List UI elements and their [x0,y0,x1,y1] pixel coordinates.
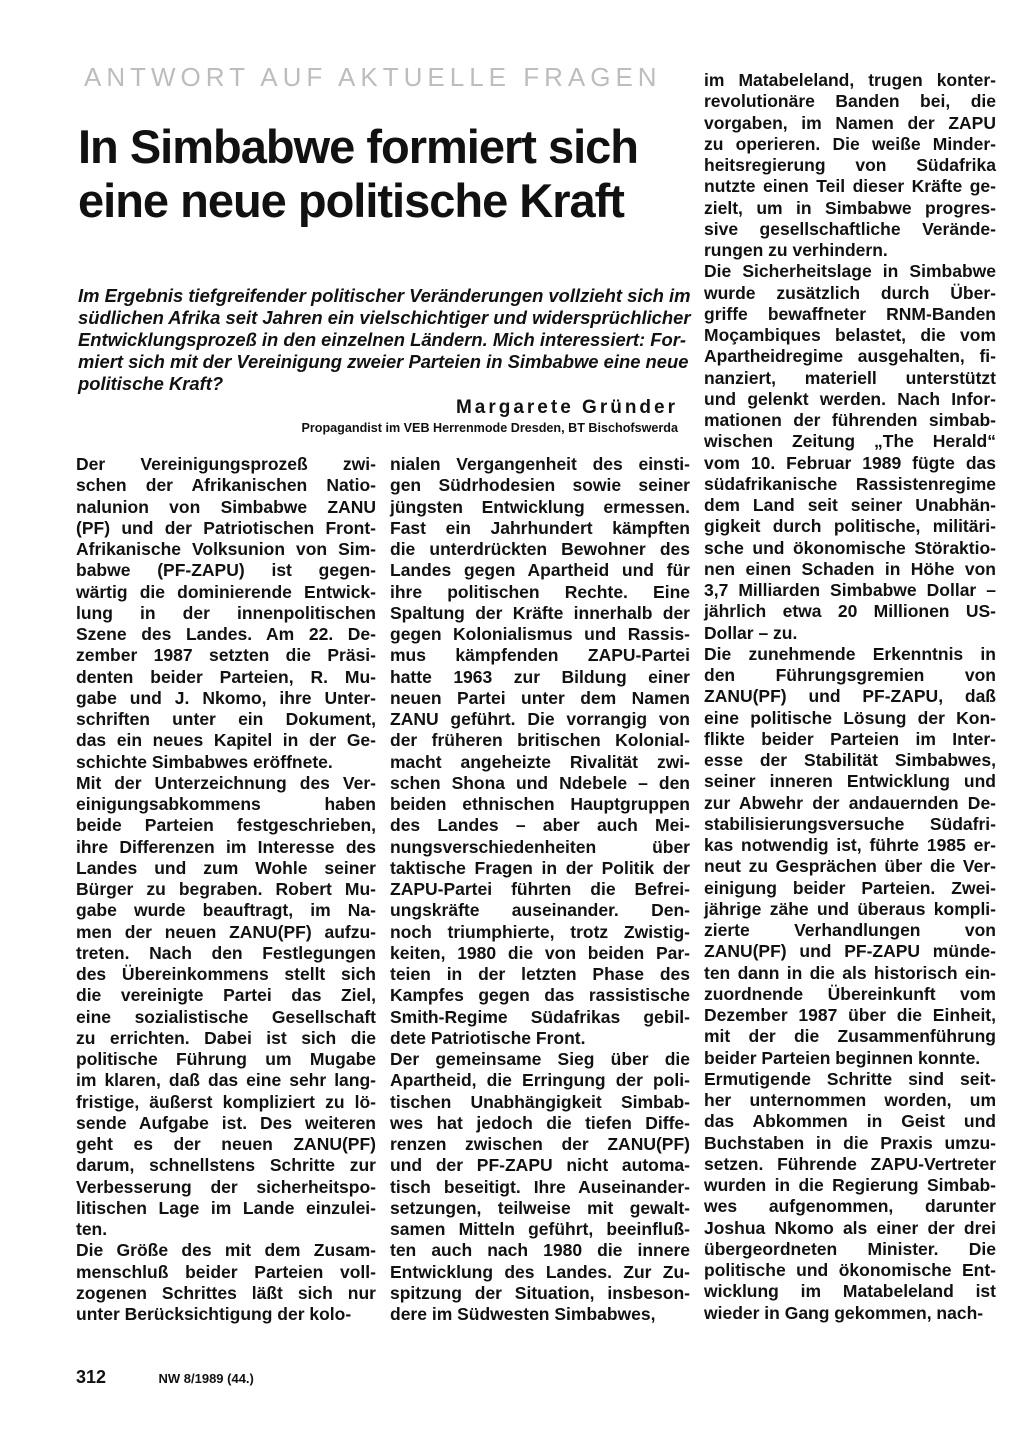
text-line: wischen Zeitung „The Herald“ [704,431,996,452]
text-line: beiden ethnischen Hauptgruppen [390,794,690,814]
text-line: noch triumphierte, trotz Zwistig- [390,921,690,942]
text-line: Buchstaben in die Praxis umzu- [704,1132,996,1153]
text-line: tischen Unabhängigkeit Simbab- [390,1091,690,1112]
text-line: Verbesserung der sicherheitspo- [76,1176,376,1197]
question-line: Entwicklungsprozeß in den einzelnen Ländern. Mich interessiert: For- [78,329,686,350]
author-role: Propagandist im VEB Herrenmode Dresden, BT Bischofswerda [301,421,678,435]
text-line: darum, schnellstens Schritte zur [76,1155,376,1176]
text-line: die vereinigte Partei das Ziel, [76,985,376,1006]
text-line: ZANU(PF) und PF-ZAPU münde- [704,941,996,962]
text-line: babwe (PF-ZAPU) ist gegen- [76,560,376,581]
question-line: politische Kraft? [78,373,224,394]
text-line: wurde zusätzlich durch Über- [704,282,996,303]
text-line: politische Führung um Mugabe [76,1049,376,1069]
text-line: jährige zähe und überaus kompli- [704,898,996,919]
text-line: Fast ein Jahrhundert kämpften [390,517,690,538]
text-line: und gelenkt werden. Nach Infor- [704,388,996,409]
text-line: einigungsabkommens haben [76,794,376,814]
text-line: dete Patriotische Front. [390,1027,586,1048]
page-footer [76,1367,254,1388]
text-line: sende Aufgabe ist. Des weiteren [76,1112,376,1133]
text-line: denten beider Parteien, R. Mu- [76,666,376,687]
text-line: her unternommen worden, um [704,1090,996,1110]
text-line: des Übereinkommens stellt sich [76,964,376,984]
section-kicker: ANTWORT AUF AKTUELLE FRAGEN [84,62,662,92]
text-line: zur Abwehr der andauernden De- [704,792,996,813]
text-line: ZAPU-Partei führten die Befrei- [390,879,690,899]
text-line: den Führungsgremien von [704,665,996,685]
text-line: Die zunehmende Erkenntnis in [704,643,996,664]
text-line: Smith-Regime Südafrikas gebil- [390,1006,690,1027]
text-line: Die Sicherheitslage in Simbabwe [704,261,996,282]
text-line: das ein neues Kapitel in der Ge- [76,730,376,751]
text-line: geht es der neuen ZANU(PF) [76,1134,376,1154]
text-line: ihre politischen Rechte. Eine [390,581,690,602]
text-line: seiner inneren Entwicklung und [704,771,996,792]
text-line: mus kämpfenden ZAPU-Partei [390,645,690,666]
text-line: dem Land seit seiner Unabhän- [704,495,996,515]
text-line: vorgaben, im Namen der ZAPU [704,112,996,133]
text-line: schen Shona und Ndebele – den [390,772,690,793]
text-line: ungskräfte auseinander. Den- [390,900,690,921]
text-line: revolutionäre Banden bei, die [704,91,996,112]
text-line: schriften unter ein Dokument, [76,709,376,729]
text-line: Kampfes gegen das rassistische [390,985,690,1006]
text-line: Moçambiques belastet, die vom [704,325,996,345]
text-line: setzungen, teilweise mit gewalt- [390,1197,690,1218]
text-line: Afrikanische Volksunion von Sim- [76,539,376,559]
text-line: gabe und J. Nkomo, ihre Unter- [76,687,376,708]
byline [250,397,678,437]
text-line: lung in der innenpolitischen [76,602,376,623]
text-line: des Landes – aber auch Mei- [390,815,690,836]
article-column-3 [704,70,996,1324]
text-line: und der PF-ZAPU nicht automa- [390,1155,690,1176]
text-line: Ermutigende Schritte sind seit- [704,1068,996,1089]
text-line: nialen Vergangenheit des einsti- [390,454,690,474]
text-line: gen Südrhodesien sowie seiner [390,475,690,496]
text-line: treten. Nach den Festlegungen [76,942,376,963]
text-line: sive gesellschaftliche Verände- [704,218,996,239]
text-line: südafrikanische Rassistenregime [704,473,996,494]
reader-question [78,285,691,395]
text-line: zielt, um in Simbabwe progres- [704,197,996,218]
text-line: Entwicklung des Landes. Zur Zu- [390,1261,690,1282]
text-line: im Matabeleland, trugen konter- [704,70,996,90]
text-line: Mit der Unterzeichnung des Ver- [76,772,376,793]
text-line: neut zu Gesprächen über die Ver- [704,856,996,877]
text-line: übergeordneten Minister. Die [704,1238,996,1259]
text-line: teien in der letzten Phase des [390,964,690,984]
text-line: wicklung im Matabeleland ist [704,1281,996,1302]
text-line: 3,7 Milliarden Simbabwe Dollar – [704,580,996,600]
text-line: im klaren, daß das eine sehr lang- [76,1070,376,1091]
text-line: (PF) und der Patriotischen Front- [76,517,376,538]
text-line: Landes gegen Apartheid und für [390,560,690,581]
text-line: hatte 1963 zur Bildung einer [390,666,690,687]
text-line: wärtig die dominierende Entwick- [76,581,376,602]
text-line: Landes und zum Wohle seiner [76,857,376,878]
text-line: zuordnende Übereinkunft vom [704,983,996,1004]
text-line: Die Größe des mit dem Zusam- [76,1240,376,1261]
text-line: beide Parteien festgeschrieben, [76,815,376,836]
text-line: mationen der führenden simbab- [704,410,996,430]
text-line: esse der Stabilität Simbabwes, [704,750,996,770]
text-line: litischen Lage im Lande einzulei- [76,1197,376,1218]
text-line: ZANU geführt. Die vorrangig von [390,709,690,729]
text-line: Der gemeinsame Sieg über die [390,1049,690,1069]
text-line: setzen. Führende ZAPU-Vertreter [704,1153,996,1174]
text-line: eine politische Lösung der Kon- [704,707,996,728]
text-line: gigkeit durch politische, militäri- [704,516,996,537]
text-line: fristige, äußerst kompliziert zu lö- [76,1091,376,1112]
text-line: eine sozialistische Gesellschaft [76,1006,376,1027]
text-line: wieder in Gang gekommen, nach- [704,1302,984,1323]
text-line: taktische Fragen in der Politik der [390,857,690,878]
text-line: rungen zu verhindern. [704,240,888,260]
text-line: menschluß beider Parteien voll- [76,1261,376,1282]
text-line: kas notwendig ist, führte 1985 er- [704,835,996,855]
text-line: stabilisierungsversuche Südafri- [704,813,996,834]
text-line: nen einen Schaden in Höhe von [704,558,996,579]
text-line: gabe wurde beauftragt, im Na- [76,900,376,921]
page-number: 312 [76,1367,107,1387]
text-line: macht angeheizte Rivalität zwi- [390,751,690,772]
text-line: beider Parteien beginnen konnte. [704,1047,981,1068]
author-name: Margarete Gründer [455,397,678,418]
text-line: ihre Differenzen im Interesse des [76,836,376,857]
text-line: Spaltung der Kräfte innerhalb der [390,602,690,623]
text-line: sche und ökonomische Störaktio- [704,537,996,558]
text-line: politische und ökonomische Ent- [704,1260,996,1280]
text-line: Bürger zu begraben. Robert Mu- [76,879,376,899]
text-line: vom 10. Februar 1989 fügte das [704,452,996,473]
text-line: zu errichten. Dabei ist sich die [76,1027,376,1048]
text-line: wurden in die Regierung Simbab- [704,1175,996,1195]
text-line: griffe bewaffneter RNM-Banden [704,303,996,324]
text-line: zember 1987 setzten die Präsi- [76,645,376,666]
text-line: ten dann in die als historisch ein- [704,962,996,983]
text-line: keiten, 1980 die von beiden Par- [390,942,690,963]
text-line: Der Vereinigungsprozeß zwi- [76,454,376,474]
article-headline [78,120,678,228]
text-line: ten. [76,1219,108,1239]
text-line: zu operieren. Die weiße Minder- [704,133,996,154]
text-line: jährlich etwa 20 Millionen US- [704,601,996,622]
text-line: tisch beseitigt. Ihre Auseinander- [390,1176,690,1197]
text-line: Szene des Landes. Am 22. De- [76,624,376,644]
question-line: südlichen Afrika seit Jahren ein vielschichtiger und widersprüchlicher [78,307,691,328]
text-line: Joshua Nkomo als einer der drei [704,1217,996,1238]
question-line: miert sich mit der Vereinigung zweier Parteien in Simbabwe eine neue [78,351,689,372]
text-line: die unterdrückten Bewohner des [390,539,690,559]
question-line: Im Ergebnis tiefgreifender politischer Veränderungen vollzieht sich im [78,285,691,306]
text-line: zogenen Schrittes läßt sich nur [76,1282,376,1303]
text-line: heitsregierung von Südafrika [704,155,996,175]
text-line: neuen Partei unter dem Namen [390,687,690,708]
text-line: Apartheid, die Erringung der poli- [390,1070,690,1091]
headline-line: In Simbabwe formiert sich [78,120,639,173]
text-line: wes hat jedoch die tiefen Diffe- [390,1112,690,1133]
text-line: flikte beider Parteien im Inter- [704,728,996,749]
text-line: schichte Simbabwes eröffnete. [76,751,333,772]
text-line: jüngsten Entwicklung ermessen. [390,496,690,517]
text-line: der früheren britischen Kolonial- [390,730,690,751]
text-line: gegen Kolonialismus und Rassis- [390,624,690,644]
text-line: samen Mitteln geführt, beeinfluß- [390,1219,690,1239]
text-line: spitzung der Situation, insbeson- [390,1282,690,1303]
text-line: wes aufgenommen, darunter [704,1196,996,1217]
text-line: ZANU(PF) und PF-ZAPU, daß [704,686,996,707]
text-line: unter Berücksichtigung der kolo- [76,1304,352,1324]
text-line: Apartheidregime ausgehalten, fi- [704,346,996,367]
text-line: ten auch nach 1980 die innere [390,1240,690,1261]
headline-line: eine neue politische Kraft [78,174,624,227]
text-line: men der neuen ZANU(PF) aufzu- [76,921,376,942]
text-line: renzen zwischen der ZANU(PF) [390,1134,690,1154]
text-line: einigung beider Parteien. Zwei- [704,877,996,898]
text-line: nalunion von Simbabwe ZANU [76,496,376,517]
text-line: schen der Afrikanischen Natio- [76,475,376,496]
text-line: mit der die Zusammenführung [704,1026,996,1047]
text-line: nanziert, materiell unterstützt [704,367,996,388]
text-line: zierte Verhandlungen von [704,920,996,940]
text-line: Dollar – zu. [704,622,798,643]
text-line: nutzte einen Teil dieser Kräfte ge- [704,176,996,197]
text-line: Dezember 1987 über die Einheit, [704,1005,996,1025]
text-line: nungsverschiedenheiten über [390,836,690,857]
text-line: das Abkommen in Geist und [704,1111,996,1132]
article-column-2 [390,454,690,1325]
issue-reference: NW 8/1989 (44.) [158,1371,254,1386]
article-column-1 [76,454,376,1325]
text-line: dere im Südwesten Simbabwes, [390,1304,656,1324]
